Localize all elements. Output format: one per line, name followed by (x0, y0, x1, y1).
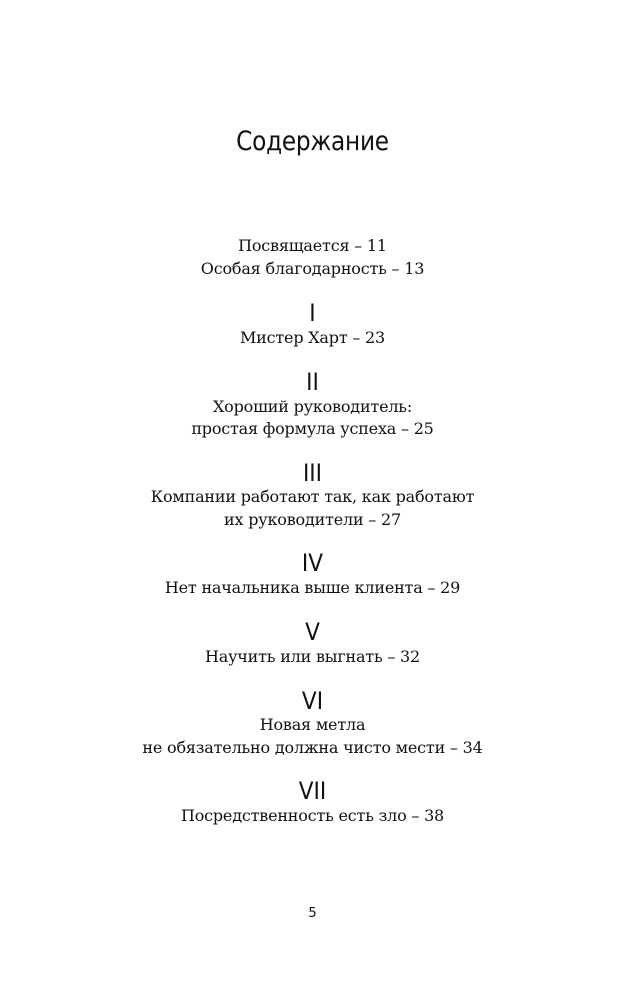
page-title: Содержание (236, 126, 389, 157)
toc-entry-chapter-2-line-1: Хороший руководитель: (212, 397, 413, 416)
toc-entry-chapter-7: Посредственность есть зло – 38 (180, 806, 445, 825)
toc-entry-chapter-5: Научить или выгнать – 32 (205, 647, 420, 666)
chapter-numeral-7: VII (298, 777, 327, 805)
chapter-numeral-1: I (309, 299, 316, 327)
chapter-numeral-5: V (305, 618, 320, 646)
chapter-numeral-3: III (302, 459, 323, 487)
toc-entry-chapter-6-line-1: Новая метла (259, 715, 366, 734)
toc-entry-chapter-6-line-2: не обязательно должна чисто мести – 34 (142, 738, 483, 757)
toc-entry-chapter-3-line-2: их руководители – 27 (224, 510, 401, 529)
toc-entry-dedication: Посвящается – 11 (238, 236, 387, 255)
chapter-numeral-4: IV (301, 549, 324, 577)
toc-entry-chapter-2-line-2: простая формула успеха – 25 (191, 419, 434, 438)
chapter-numeral-6: VI (301, 687, 324, 715)
page-number: 5 (308, 906, 317, 921)
toc-entry-chapter-4: Нет начальника выше клиента – 29 (164, 578, 461, 597)
chapter-numeral-2: II (306, 368, 319, 396)
toc-entry-chapter-3-line-1: Компании работают так, как работают (150, 487, 475, 506)
toc-entry-chapter-1: Мистер Харт – 23 (239, 328, 385, 347)
toc-entry-acknowledgements: Особая благодарность – 13 (200, 259, 425, 278)
